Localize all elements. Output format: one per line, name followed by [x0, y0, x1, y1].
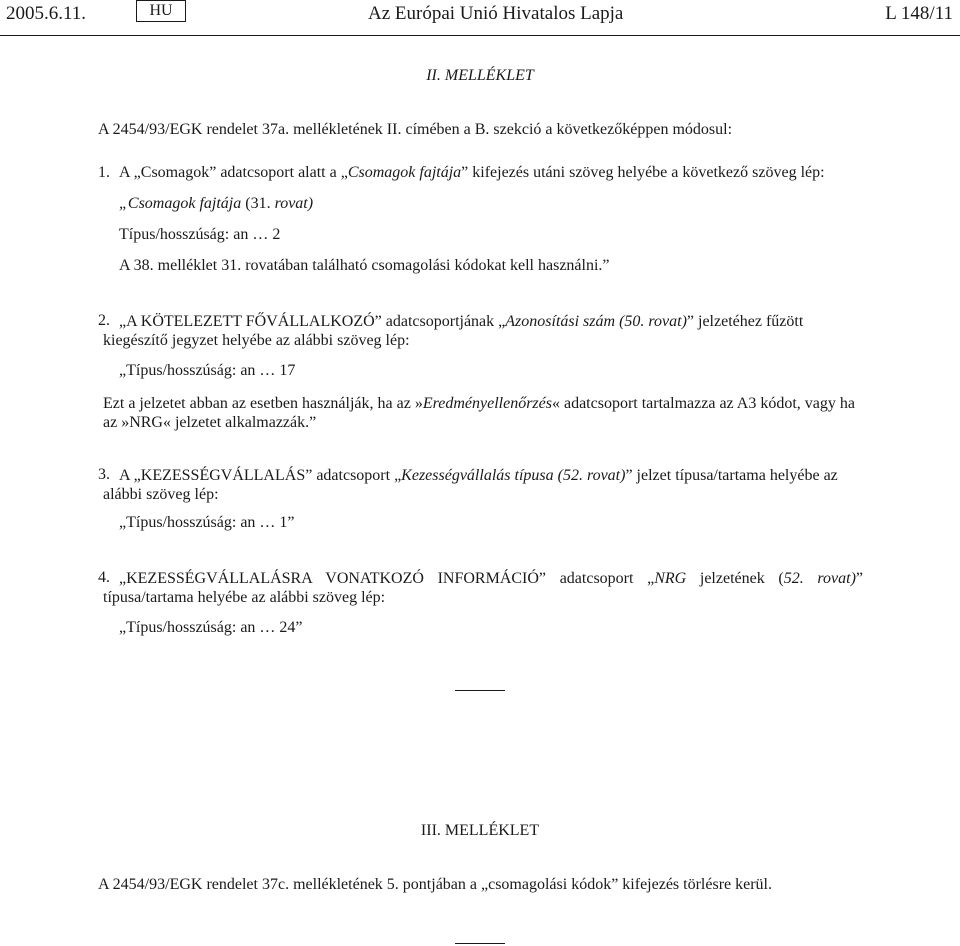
footer-separator	[455, 943, 505, 944]
item-2-note: Ezt a jelzetet abban az esetben használják, ha az »Eredményellenőrzés« adatcsoport tartalmazza az A3 kódot, vagy ha az »NRG« jelzetet alkalmazzák.”	[103, 395, 855, 431]
item-1-text: A „Csomagok” adatcsoport alatt a „Csomagok fajtája” kifejezés utáni szöveg helyébe a következő szöveg lép:	[119, 164, 825, 181]
item-4-type: „Típus/hosszúság: an … 24”	[119, 619, 303, 636]
item-1-note: A 38. melléklet 31. rovatában található csomagolási kódokat kell használni.”	[119, 257, 610, 274]
item-3-number: 3.	[98, 466, 110, 483]
item-4-text: „KEZESSÉGVÁLLALÁSRA VONATKOZÓ INFORMÁCIÓ” adatcsoport „NRG jelzetének (52. rovat)” típusa/tartama helyébe az alábbi szöveg lép:	[103, 570, 864, 606]
item-2-type: „Típus/hosszúság: an … 17	[119, 362, 296, 379]
header-rule	[0, 35, 960, 36]
item-3-text: A „KEZESSÉGVÁLLALÁS” adatcsoport „Kezességvállalás típusa (52. rovat)” jelzet típusa/tartama helyébe az alábbi szöveg lép:	[103, 467, 838, 503]
language-badge: HU	[136, 0, 186, 22]
annex-2-intro: A 2454/93/EGK rendelet 37a. mellékletének II. címében a B. szekció a következőképpen módosul:	[98, 121, 733, 138]
item-2-text: „A KÖTELEZETT FŐVÁLLALKOZÓ” adatcsoportjának „Azonosítási szám (50. rovat)” jelzetéhez fűzött kiegészítő jegyzet helyébe az alábbi szöveg lép:	[103, 313, 804, 349]
item-2-number: 2.	[98, 312, 110, 329]
journal-title: Az Európai Unió Hivatalos Lapja	[368, 3, 624, 24]
item-1-type: Típus/hosszúság: an … 2	[119, 226, 281, 243]
header-date: 2005.6.11.	[6, 3, 87, 24]
annex-2-title: II. MELLÉKLET	[426, 67, 534, 84]
page-number: L 148/11	[885, 3, 953, 24]
section-separator	[455, 690, 505, 691]
item-1-number: 1.	[98, 164, 110, 181]
item-1-quote-heading: „Csomagok fajtája (31. rovat)	[119, 195, 314, 212]
annex-3-title: III. MELLÉKLET	[420, 822, 540, 839]
item-3-type: „Típus/hosszúság: an … 1”	[119, 514, 295, 531]
item-4-number: 4.	[98, 569, 110, 586]
annex-3-text: A 2454/93/EGK rendelet 37c. mellékletének 5. pontjában a „csomagolási kódok” kifejezés törlésre kerül.	[98, 876, 772, 893]
